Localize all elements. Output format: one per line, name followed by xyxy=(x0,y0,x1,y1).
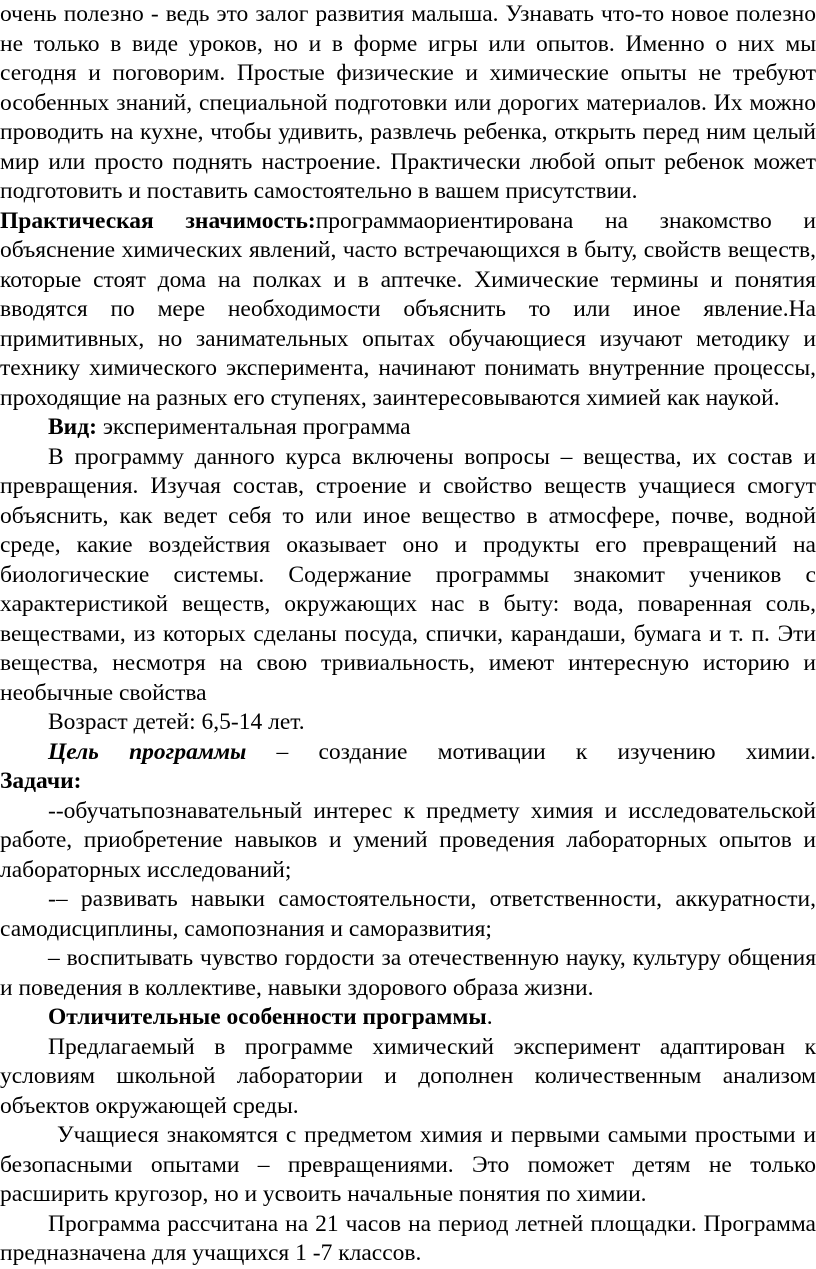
students-paragraph: Учащиеся знакомятся с предметом химия и первыми самыми простыми и безопасными опытами – превращениями. Это поможет детям не только расширить кругозор, но и усвоить начальные понятия по химии. xyxy=(0,1122,816,1207)
practical-significance-text: программаориентирована на знакомство и объяснение химических явлений, часто встречающихся в быту, свойств веществ, которые стоят дома на полках и в аптечке. Химические термины и понятия вводятся по мере необходимости объяснить то или иное явление.На примитивных, но занимательных опытах обучающиеся изучают методику и технику химического эксперимента, начинают понимать внутренние процессы, проходящие на разных его ступенях, заинтересовываются химией как наукой. xyxy=(0,207,816,411)
schedule-paragraph: Программа рассчитана на 21 часов на период летней площадки. Программа предназначена для учащихся 1 -7 классов. xyxy=(0,1210,816,1266)
task-item-1: --обучатьпознавательный интерес к предмету химия и исследовательской работе, приобретение навыков и умений проведения лабораторных опытов и лабораторных исследований; xyxy=(0,797,816,883)
practical-significance-paragraph xyxy=(0,207,816,414)
distinctive-features-tail: . xyxy=(486,1004,493,1030)
practical-significance-label: Практическая значимость: xyxy=(0,207,316,234)
tasks-heading xyxy=(0,767,816,797)
task-item-2: -– развивать навыки самостоятельности, ответственности, аккуратности, самодисциплины, самопознания и саморазвития; xyxy=(0,886,816,942)
tasks-label: Задачи: xyxy=(0,768,82,794)
task-item-3: – воспитывать чувство гордости за отечественную науку, культуру общения и поведения в коллективе, навыки здорового образа жизни. xyxy=(0,945,816,1001)
age-paragraph: Возраст детей: 6,5-14 лет. xyxy=(48,709,305,735)
experiment-paragraph: Предлагаемый в программе химический эксперимент адаптирован к условиям школьной лаборатории и дополнен количественным анализом объектов окружающей среды. xyxy=(0,1033,816,1119)
distinctive-features-label: Отличительные особенности программы xyxy=(48,1004,487,1030)
course-content-paragraph: В программу данного курса включены вопросы – вещества, их состав и превращения. Изучая состав, строение и свойство веществ учащиеся смогут объяснить, как ведет себя то или иное вещество в атмосфере, почве, водной среде, какие воздействия оказывает оно и продукты его превращений на биологические системы. Содержание программы знакомит учеников с характеристикой веществ, окружающих нас в быту: вода, поваренная соль, веществами, из которых сделаны посуда, спички, карандаши, бумага и т. п. Эти вещества, несмотря на свою тривиальность, имеют интересную историю и необычные свойства xyxy=(0,443,816,706)
program-type-text: экспериментальная программа xyxy=(96,414,411,440)
goal-paragraph xyxy=(0,738,816,768)
distinctive-features-heading xyxy=(0,1003,816,1033)
intro-paragraph: очень полезно - ведь это залог развития малыша. Узнавать что-то новое полезно не только в виде уроков, но и в форме игры или опытов. Именно о них мы сегодня и поговорим. Простые физические и химические опыты не требуют особенных знаний, специальной подготовки или дорогих материалов. Их можно проводить на кухне, чтобы удивить, развлечь ребенка, открыть перед ним целый мир или просто поднять настроение. Практически любой опыт ребенок может подготовить и поставить самостоятельно в вашем присутствии. xyxy=(0,1,816,204)
goal-text: – создание мотивации к изучению химии. xyxy=(246,738,816,765)
program-type-label: Вид: xyxy=(48,414,97,440)
goal-label: Цель программы xyxy=(48,738,247,765)
program-type-paragraph xyxy=(0,413,816,443)
